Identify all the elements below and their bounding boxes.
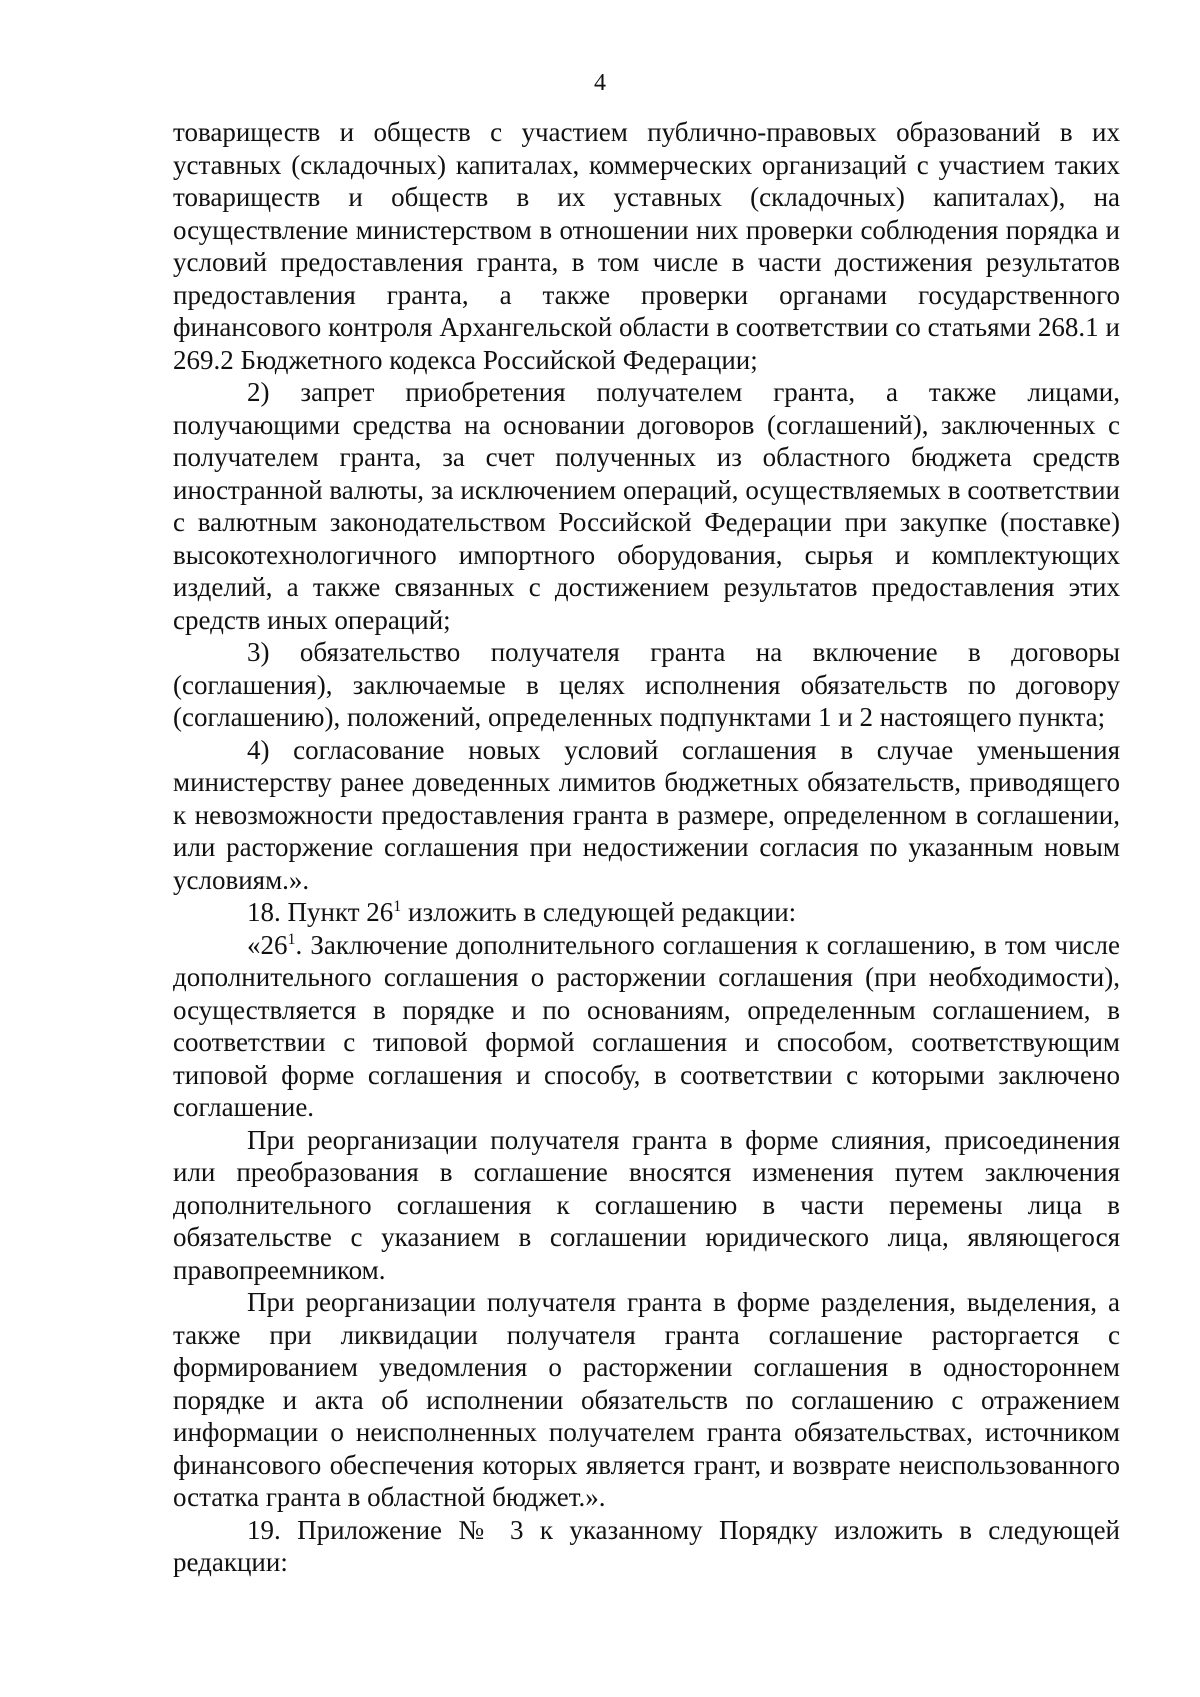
paragraph-continuation: товариществ и обществ с участием публично-правовых образований в их уставных (складочных) капиталах, коммерческих организаций с участием таких товариществ и обществ в их уставных (складочных) капиталах), на осуществление министерством в отношении них проверки соблюдения порядка и условий предоставления гранта, в том числе в части достижения результатов предоставления гранта, а также проверки органами государственного финансового контроля Архангельской области в соответствии со статьями 268.1 и 269.2 Бюджетного кодекса Российской Федерации;	[173, 117, 1120, 375]
paragraph-point-19: 19. Приложение № 3 к указанному Порядку изложить в следующей редакции:	[173, 1514, 1120, 1577]
superscript-1: 1	[393, 898, 402, 915]
point-18-text-end: изложить в следующей редакции:	[401, 897, 797, 927]
document-body	[173, 116, 1120, 1579]
point-18-text-start: 18. Пункт 26	[247, 897, 394, 927]
point-26-1-text-start: «26	[247, 929, 288, 960]
superscript-1: 1	[287, 930, 296, 948]
point-26-1-text-end: . Заключение дополнительного соглашения к соглашению, в том числе дополнительного соглашения о расторжении соглашения (при необходимости), осуществляется в порядке и по основаниям, определенным соглашением, в соответствии с типовой формой соглашения и способом, соответствующим типовой форме соглашения и способу, в соответствии с которыми заключено соглашение.	[173, 929, 1120, 1122]
paragraph-point-18	[173, 896, 1120, 929]
page-number: 4	[594, 70, 606, 96]
paragraph-item-4: 4) согласование новых условий соглашения в случае уменьшения министерству ранее доведенных лимитов бюджетных обязательств, приводящего к невозможности предоставления гранта в размере, определенном в соглашении, или расторжение соглашения при недостижении согласия по указанным новым условиям.».	[173, 734, 1120, 895]
paragraph-item-2: 2) запрет приобретения получателем гранта, а также лицами, получающими средства на основании договоров (соглашений), заключенных с получателем гранта, за счет полученных из областного бюджета средств иностранной валюты, за исключением операций, осуществляемых в соответствии с валютным законодательством Российской Федерации при закупке (поставке) высокотехнологичного импортного оборудования, сырья и комплектующих изделий, а также связанных с достижением результатов предоставления этих средств иных операций;	[173, 377, 1120, 635]
paragraph-reorganization-division: При реорганизации получателя гранта в форме разделения, выделения, а также при ликвидации получателя гранта соглашение расторгается с формированием уведомления о расторжении соглашения в одностороннем порядке и акта об исполнении обязательств по соглашению с отражением информации о неисполненных получателем гранта обязательствах, источником финансового обеспечения которых является грант, и возврате неиспользованного остатка гранта в областной бюджет.».	[173, 1287, 1120, 1512]
paragraph-item-3: 3) обязательство получателя гранта на включение в договоры (соглашения), заключаемые в целях исполнения обязательств по договору (соглашению), положений, определенных подпунктами 1 и 2 настоящего пункта;	[173, 637, 1120, 732]
paragraph-point-26-1	[173, 929, 1120, 1124]
paragraph-reorganization-merger: При реорганизации получателя гранта в форме слияния, присоединения или преобразования в соглашение вносятся изменения путем заключения дополнительного соглашения к соглашению в части перемены лица в обязательстве с указанием в соглашении юридического лица, являющегося правопреемником.	[173, 1124, 1120, 1285]
